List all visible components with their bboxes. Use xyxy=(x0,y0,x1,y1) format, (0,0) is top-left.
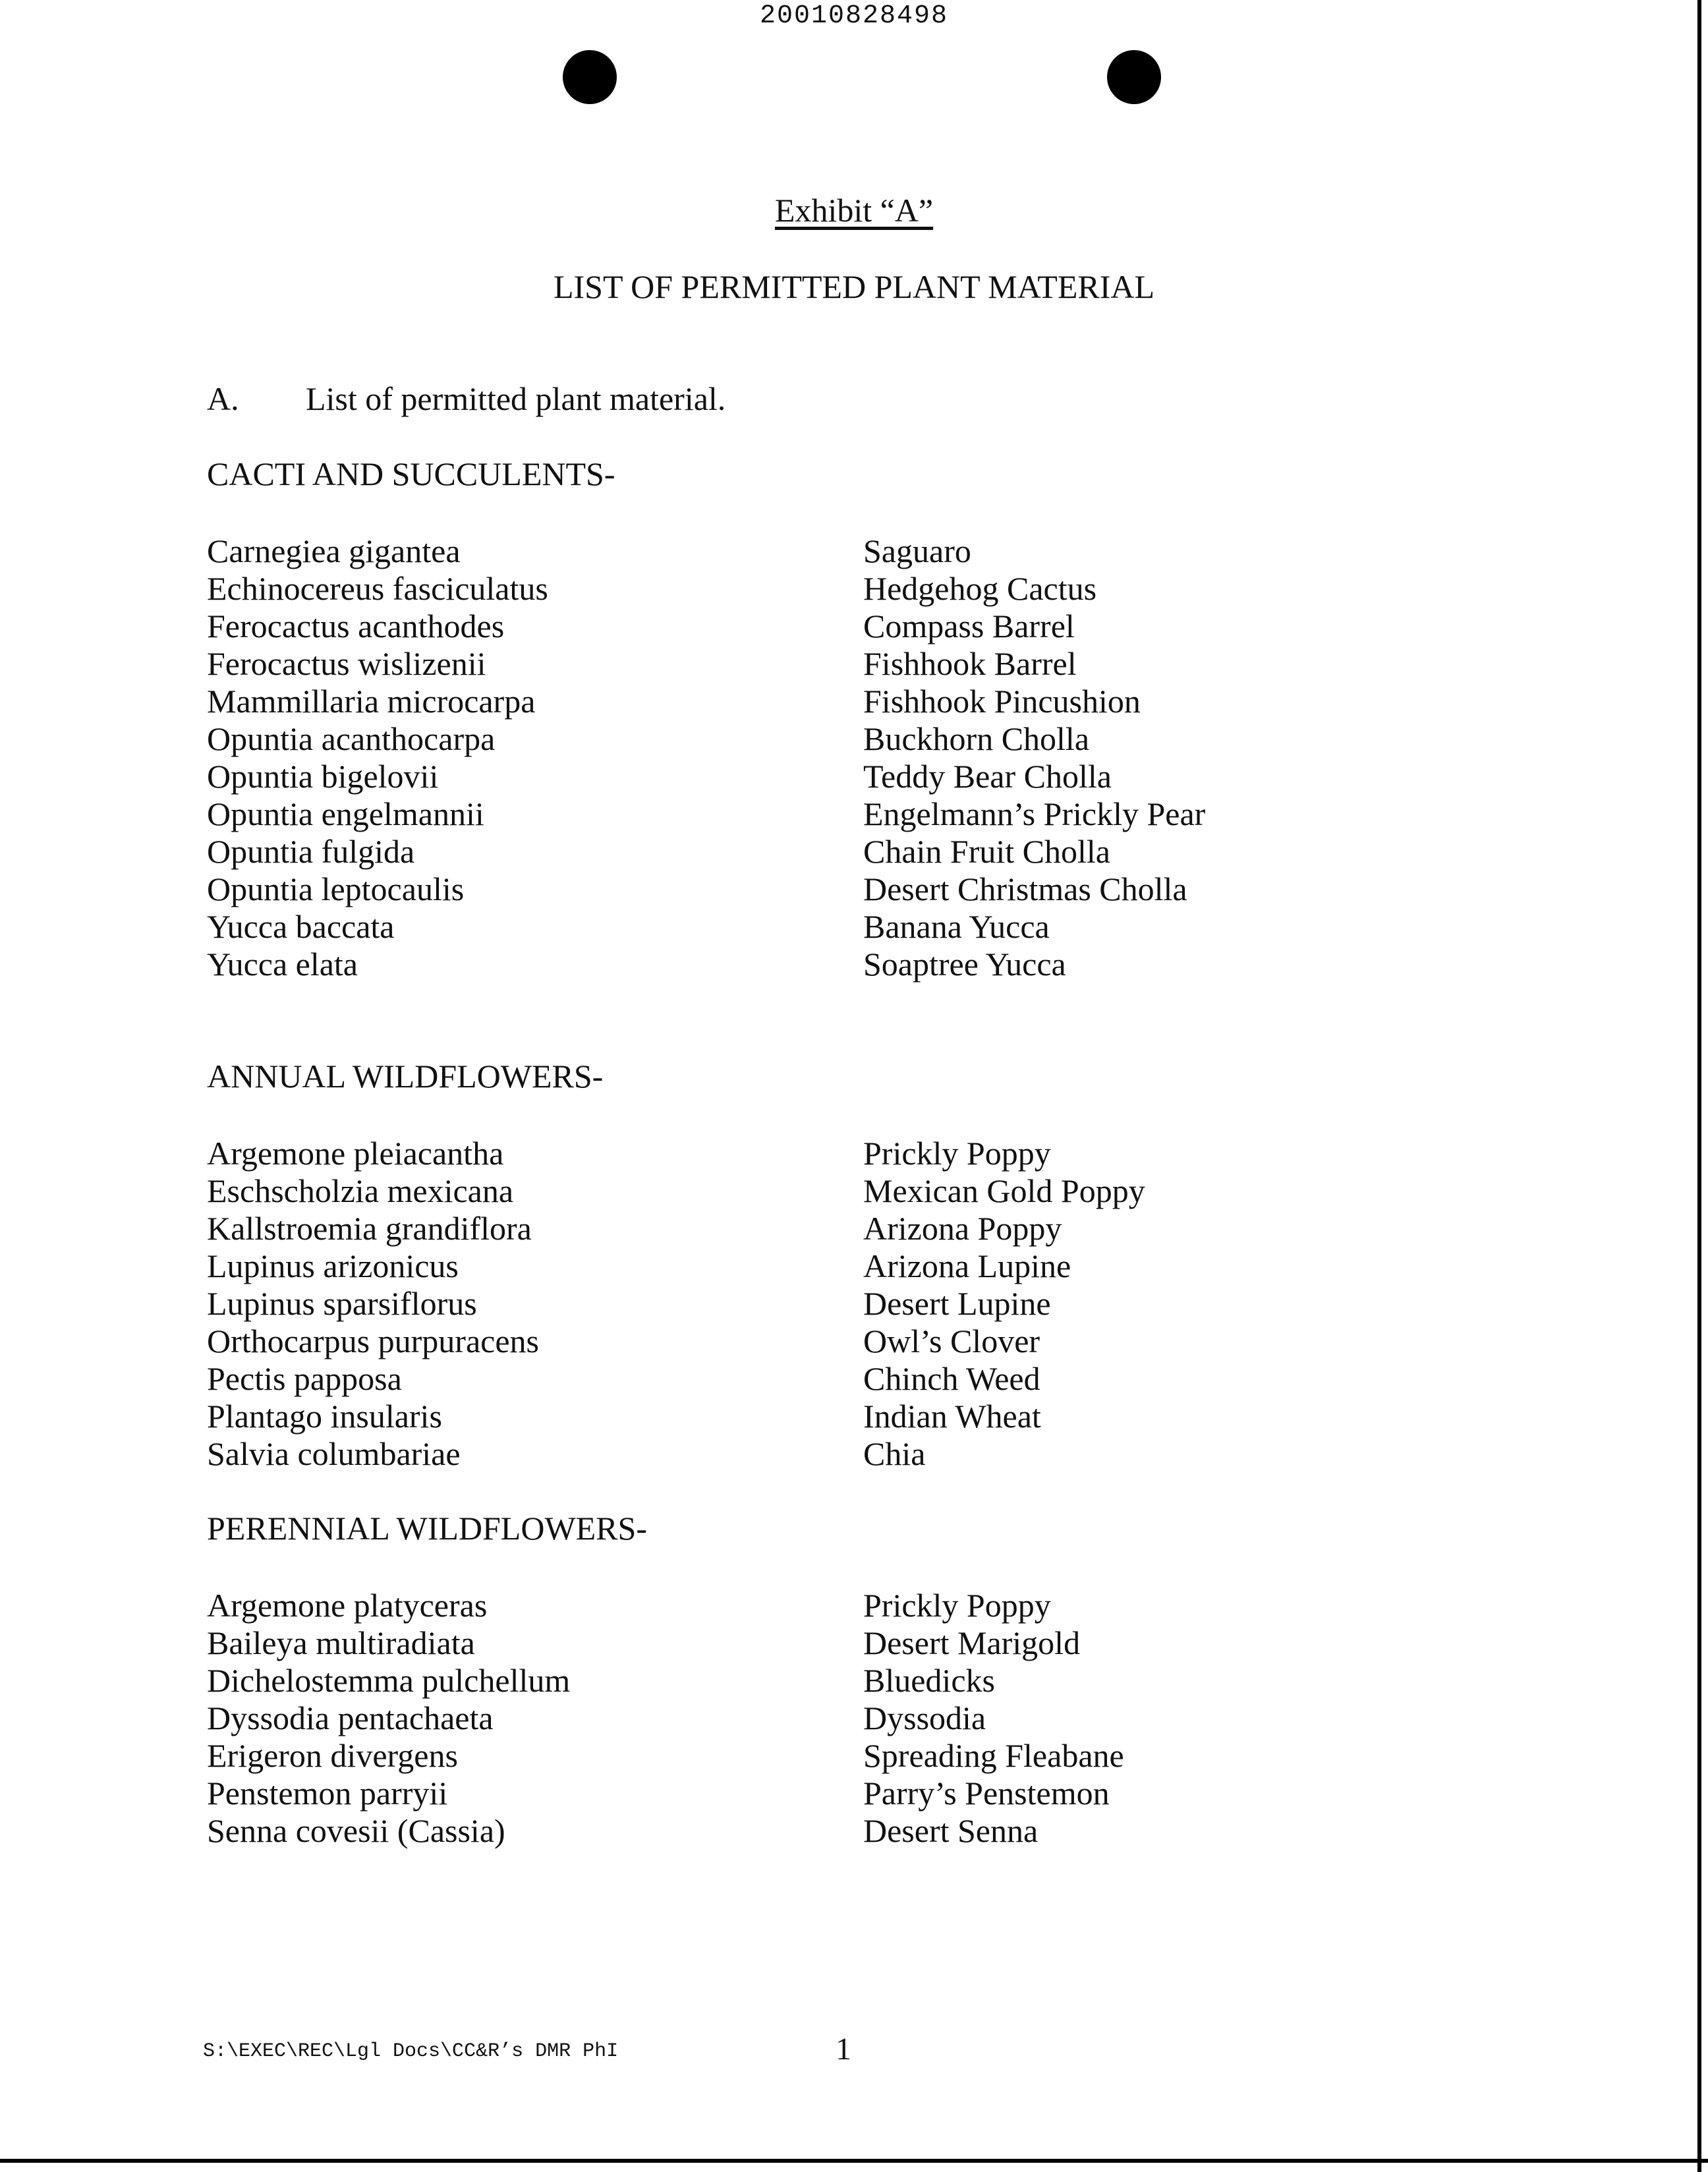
plant-row xyxy=(207,1172,1327,1210)
common-name: Saguaro xyxy=(863,532,971,569)
plant-list-annual xyxy=(207,1135,1327,1473)
document-number: 20010828498 xyxy=(759,1,949,31)
scientific-name: Argemone platyceras xyxy=(207,1587,488,1624)
common-name: Desert Christmas Cholla xyxy=(863,871,1187,907)
common-name: Arizona Lupine xyxy=(863,1247,1071,1284)
plant-row xyxy=(207,1624,1327,1662)
common-name: Teddy Bear Cholla xyxy=(863,758,1112,795)
common-name: Desert Lupine xyxy=(863,1285,1051,1322)
plant-row xyxy=(207,1812,1327,1850)
common-name: Prickly Poppy xyxy=(863,1135,1051,1172)
plant-row xyxy=(207,1135,1327,1172)
scientific-name: Echinocereus fasciculatus xyxy=(207,570,548,607)
plant-list-perennial xyxy=(207,1587,1327,1850)
plant-row xyxy=(207,908,1327,946)
scientific-name: Opuntia engelmannii xyxy=(207,795,484,832)
common-name: Mexican Gold Poppy xyxy=(863,1172,1145,1209)
punch-hole-right xyxy=(1107,50,1161,104)
plant-row xyxy=(207,1360,1327,1398)
section-heading-cacti: CACTI AND SUCCULENTS- xyxy=(207,455,615,492)
scientific-name: Yucca elata xyxy=(207,946,358,983)
common-name: Chinch Weed xyxy=(863,1360,1040,1397)
plant-row xyxy=(207,1737,1327,1775)
common-name: Fishhook Pincushion xyxy=(863,683,1141,720)
scientific-name: Carnegiea gigantea xyxy=(207,532,461,569)
scientific-name: Argemone pleiacantha xyxy=(207,1135,504,1172)
plant-list-cacti xyxy=(207,532,1327,983)
scientific-name: Opuntia fulgida xyxy=(207,833,415,870)
plant-row xyxy=(207,1285,1327,1323)
common-name: Desert Senna xyxy=(863,1812,1039,1849)
scientific-name: Pectis papposa xyxy=(207,1360,402,1397)
intro-letter: A. xyxy=(207,380,239,417)
scientific-name: Orthocarpus purpuracens xyxy=(207,1323,539,1359)
scientific-name: Yucca baccata xyxy=(207,908,395,945)
common-name: Prickly Poppy xyxy=(863,1587,1051,1624)
scientific-name: Ferocactus wislizenii xyxy=(207,645,486,682)
scientific-name: Erigeron divergens xyxy=(207,1737,458,1774)
common-name: Engelmann’s Prickly Pear xyxy=(863,795,1206,832)
intro-paragraph xyxy=(207,380,726,418)
plant-row xyxy=(207,1210,1327,1247)
plant-row xyxy=(207,645,1327,683)
common-name: Indian Wheat xyxy=(863,1398,1041,1435)
plant-row xyxy=(207,720,1327,758)
common-name: Banana Yucca xyxy=(863,908,1050,945)
section-heading-annual: ANNUAL WILDFLOWERS- xyxy=(207,1058,604,1095)
plant-row xyxy=(207,1398,1327,1435)
plant-row xyxy=(207,1587,1327,1624)
plant-row xyxy=(207,795,1327,833)
scientific-name: Eschscholzia mexicana xyxy=(207,1172,514,1209)
scientific-name: Mammillaria microcarpa xyxy=(207,683,536,720)
scientific-name: Senna covesii (Cassia) xyxy=(207,1812,505,1849)
plant-row xyxy=(207,871,1327,908)
common-name: Spreading Fleabane xyxy=(863,1737,1124,1774)
scientific-name: Dichelostemma pulchellum xyxy=(207,1662,571,1699)
common-name: Arizona Poppy xyxy=(863,1210,1062,1247)
scientific-name: Lupinus arizonicus xyxy=(207,1247,459,1284)
section-heading-perennial: PERENNIAL WILDFLOWERS- xyxy=(207,1510,647,1547)
common-name: Bluedicks xyxy=(863,1662,995,1699)
scientific-name: Baileya multiradiata xyxy=(207,1624,475,1661)
scientific-name: Opuntia leptocaulis xyxy=(207,871,465,907)
scientific-name: Plantago insularis xyxy=(207,1398,442,1435)
plant-row xyxy=(207,532,1327,570)
scientific-name: Dyssodia pentachaeta xyxy=(207,1700,494,1736)
common-name: Chain Fruit Cholla xyxy=(863,833,1110,870)
punch-hole-left xyxy=(563,50,617,104)
scientific-name: Salvia columbariae xyxy=(207,1435,461,1472)
common-name: Parry’s Penstemon xyxy=(863,1775,1110,1812)
common-name: Owl’s Clover xyxy=(863,1323,1040,1359)
plant-row xyxy=(207,1247,1327,1285)
scientific-name: Penstemon parryii xyxy=(207,1775,448,1812)
common-name: Soaptree Yucca xyxy=(863,946,1066,983)
common-name: Hedgehog Cactus xyxy=(863,570,1097,607)
scientific-name: Lupinus sparsiflorus xyxy=(207,1285,477,1322)
scientific-name: Opuntia bigelovii xyxy=(207,758,439,795)
common-name: Fishhook Barrel xyxy=(863,645,1077,682)
plant-row xyxy=(207,1775,1327,1812)
plant-row xyxy=(207,683,1327,720)
common-name: Buckhorn Cholla xyxy=(863,720,1090,757)
plant-row xyxy=(207,1662,1327,1700)
scientific-name: Kallstroemia grandiflora xyxy=(207,1210,532,1247)
page-number: 1 xyxy=(836,2032,851,2067)
plant-row xyxy=(207,570,1327,608)
plant-row xyxy=(207,833,1327,871)
footer-file-path: S:\EXEC\REC\Lgl Docs\CC&R’s DMR PhI xyxy=(203,2040,619,2063)
plant-row xyxy=(207,946,1327,983)
plant-row xyxy=(207,758,1327,795)
page-edge-right xyxy=(1697,0,1701,2172)
plant-row xyxy=(207,1323,1327,1360)
common-name: Chia xyxy=(863,1435,926,1472)
common-name: Dyssodia xyxy=(863,1700,986,1736)
exhibit-title: Exhibit “A” xyxy=(774,192,934,229)
scientific-name: Opuntia acanthocarpa xyxy=(207,720,496,757)
plant-row xyxy=(207,1435,1327,1473)
common-name: Desert Marigold xyxy=(863,1624,1081,1661)
plant-row xyxy=(207,608,1327,645)
plant-row xyxy=(207,1700,1327,1737)
list-title: LIST OF PERMITTED PLANT MATERIAL xyxy=(553,268,1155,305)
page-edge-bottom xyxy=(0,2159,1708,2163)
common-name: Compass Barrel xyxy=(863,608,1075,644)
scientific-name: Ferocactus acanthodes xyxy=(207,608,505,644)
intro-text: List of permitted plant material. xyxy=(306,380,726,417)
